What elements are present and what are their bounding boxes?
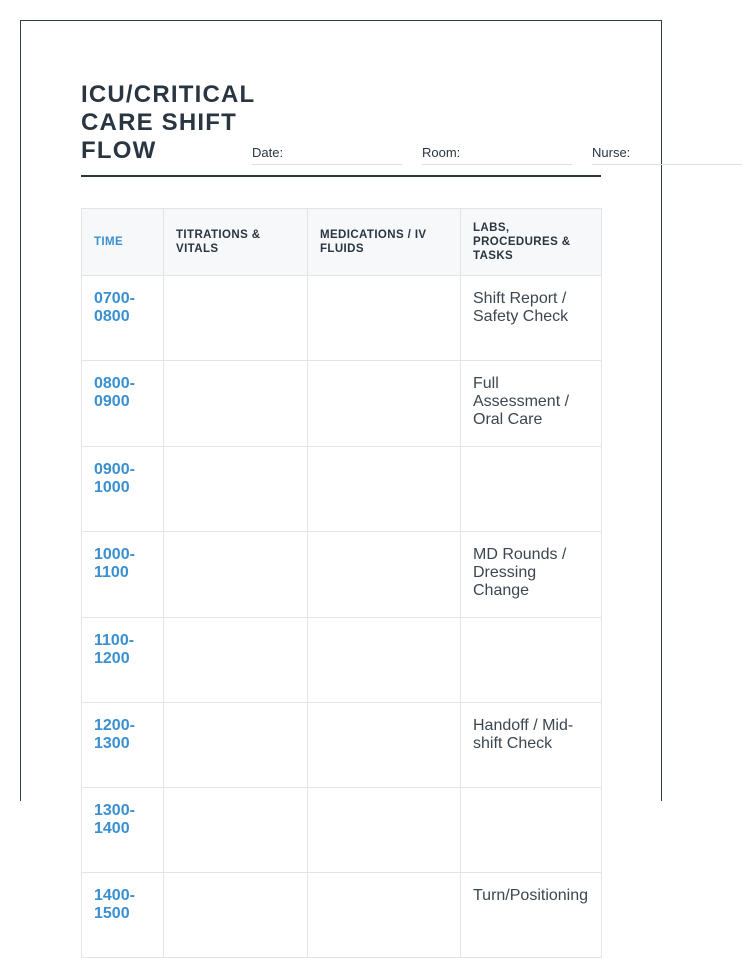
- titrations-cell[interactable]: [164, 447, 308, 532]
- titrations-cell[interactable]: [164, 873, 308, 958]
- medications-cell[interactable]: [308, 703, 461, 788]
- medications-cell[interactable]: [308, 873, 461, 958]
- medications-cell[interactable]: [308, 532, 461, 618]
- titrations-cell[interactable]: [164, 703, 308, 788]
- nurse-field: [592, 145, 630, 160]
- room-label: Room:: [422, 145, 461, 160]
- tasks-cell: Shift Report / Safety Check: [461, 276, 602, 361]
- nurse-label: Nurse:: [592, 145, 631, 160]
- header-divider: [81, 175, 601, 177]
- table-row: [82, 788, 602, 873]
- titrations-cell[interactable]: [164, 276, 308, 361]
- time-cell: 1100-1200: [82, 618, 164, 703]
- medications-cell[interactable]: [308, 788, 461, 873]
- time-cell: 1400-1500: [82, 873, 164, 958]
- table-row: [82, 276, 602, 361]
- tasks-cell: MD Rounds / Dressing Change: [461, 532, 602, 618]
- column-header-tasks: LABS, PROCEDURES & TASKS: [461, 209, 602, 276]
- table-row: [82, 532, 602, 618]
- time-cell: 1300-1400: [82, 788, 164, 873]
- tasks-cell: Handoff / Mid-shift Check: [461, 703, 602, 788]
- room-entry-line[interactable]: [422, 164, 572, 165]
- time-cell: 0800-0900: [82, 361, 164, 447]
- time-cell: 1200-1300: [82, 703, 164, 788]
- time-cell: 0900-1000: [82, 447, 164, 532]
- column-header-time: TIME: [82, 209, 164, 276]
- table-row: [82, 618, 602, 703]
- date-field: [252, 145, 283, 160]
- tasks-cell: Turn/Positioning: [461, 873, 602, 958]
- medications-cell[interactable]: [308, 276, 461, 361]
- tasks-cell[interactable]: [461, 788, 602, 873]
- shift-flow-table: [81, 208, 602, 958]
- tasks-cell[interactable]: [461, 618, 602, 703]
- column-header-titrations: TITRATIONS & VITALS: [164, 209, 308, 276]
- tasks-cell[interactable]: [461, 447, 602, 532]
- table-row: [82, 361, 602, 447]
- time-cell: 1000-1100: [82, 532, 164, 618]
- titrations-cell[interactable]: [164, 532, 308, 618]
- table-header-row: [82, 209, 602, 276]
- sheet-header: [81, 81, 631, 176]
- nurse-entry-line[interactable]: [592, 164, 742, 165]
- tasks-cell: Full Assessment / Oral Care: [461, 361, 602, 447]
- date-label: Date:: [252, 145, 284, 160]
- titrations-cell[interactable]: [164, 618, 308, 703]
- room-field: [422, 145, 460, 160]
- table-row: [82, 703, 602, 788]
- date-entry-line[interactable]: [252, 164, 402, 165]
- medications-cell[interactable]: [308, 361, 461, 447]
- column-header-medications: MEDICATIONS / IV FLUIDS: [308, 209, 461, 276]
- table-row: [82, 873, 602, 958]
- page-title: ICU/CRITICAL CARE SHIFT FLOW: [81, 81, 255, 164]
- medications-cell[interactable]: [308, 447, 461, 532]
- table-row: [82, 447, 602, 532]
- flow-sheet-page: [20, 20, 662, 922]
- medications-cell[interactable]: [308, 618, 461, 703]
- time-cell: 0700-0800: [82, 276, 164, 361]
- titrations-cell[interactable]: [164, 788, 308, 873]
- titrations-cell[interactable]: [164, 361, 308, 447]
